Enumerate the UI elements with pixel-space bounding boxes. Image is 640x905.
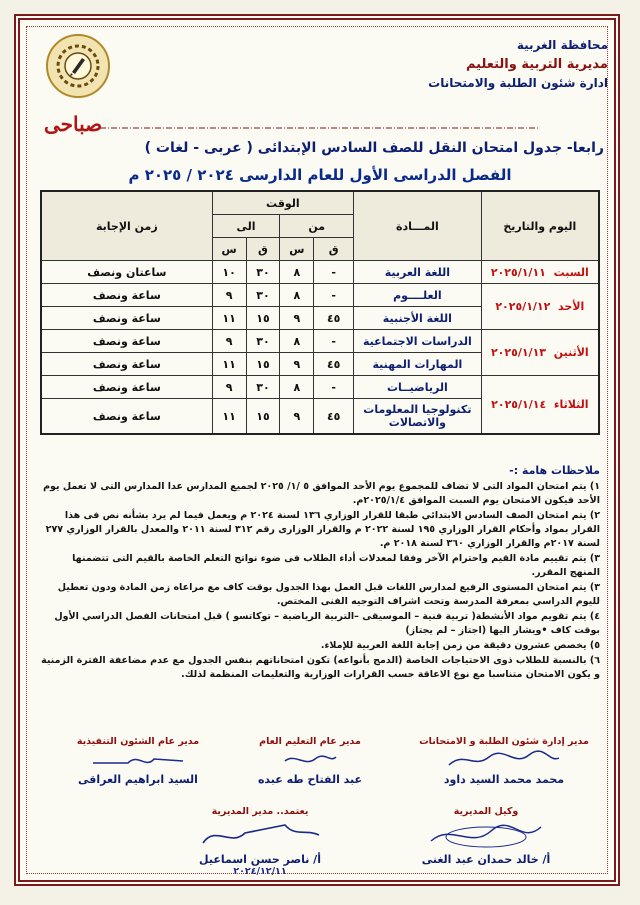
note-item: ٥) يخصص عشرون دقيقة من زمن إجابة اللغة العربية للإملاء. (320, 640, 600, 651)
to-minute-cell: ٣٠ (246, 284, 280, 307)
to-minute-cell: ٣٠ (246, 330, 280, 353)
subject-cell: الدراسات الاجتماعية (354, 330, 482, 353)
handwritten-signature (280, 749, 340, 771)
subject-cell: تكنولوجيا المعلومات والاتصالات (354, 399, 482, 435)
signature-title: وكيل المديرية (453, 806, 519, 817)
to-hour-cell: ٩ (212, 330, 246, 353)
header-day-date: اليوم والتاريخ (481, 191, 599, 261)
from-hour-cell: ٨ (280, 376, 314, 399)
to-minute-cell: ١٥ (246, 399, 280, 435)
note-item: ٢) يتم امتحان الصف السادس الابتدائي طبقا للقرار الوزاري ١٣٦ لسنة ٢٠٢٤ م ويعمل فيما لم يرد بشأنه نص فى هذا القرار بمواد وأحكام القرار الوزاري ١٩٥ لسنة ٢٠٢٢ م والقرار الوزارى رقم ٣١٢ لسنة ٢٠١١ والمعدل بالقرار الوزاري ٢٧٧ لسنة ٢٠١٧م والقرار الوزاري ٣٦٠ لسنة ٢٠١٨ م. (45, 510, 600, 549)
signature-title: مدير إدارة شئون الطلبة و الامتحانات (419, 736, 589, 747)
exam-schedule-table (40, 190, 600, 435)
signature-name: أ/ خالد حمدان عبد الغنى (421, 853, 551, 866)
to-hour-cell: ٩ (212, 284, 246, 307)
from-hour-cell: ٩ (280, 353, 314, 376)
header-to-hour: س (212, 238, 246, 261)
note-item: ١) يتم امتحان المواد التى لا تضاف للمجموع يوم الأحد الموافق ٥ /١/ ٢٠٢٥ لجميع المدارس عدا المدارس التى لا تعمل يوم الأحد فيكون الامتحان يوم السبت الموافق ٢٠٢٥/١/٤م. (43, 481, 600, 506)
to-hour-cell: ١١ (212, 353, 246, 376)
day-cell: الأحد ٢٠٢٥/١/١٢ (481, 284, 599, 330)
term-title: الفصل الدراسى الأول للعام الدارسى ٢٠٢٤ / ٢٠٢٥ م (128, 166, 512, 184)
table-row (41, 284, 599, 307)
header-to-minute: ق (246, 238, 280, 261)
duration-cell: ساعة ونصف (41, 307, 212, 330)
notes-section (40, 464, 600, 683)
from-hour-cell: ٨ (280, 330, 314, 353)
subject-cell: المهارات المهنية (354, 353, 482, 376)
from-hour-cell: ٨ (280, 284, 314, 307)
day-cell: الثلاثاء ٢٠٢٥/١/١٤ (481, 376, 599, 435)
to-minute-cell: ٣٠ (246, 261, 280, 284)
ornament-divider (100, 125, 540, 131)
signature-name: أ/ ناصر حسن اسماعيل (199, 853, 321, 866)
note-item: ٣) يتم تقييم مادة القيم واحترام الآخر وفقا لمعدلات أداء الطلاب فى ضوء نواتج التعلم الخاصة بالقيم التى تتضمنها المنهج المقرر. (72, 553, 600, 578)
handwritten-signature (88, 749, 188, 771)
subject-cell: العلــــوم (354, 284, 482, 307)
signature-name: السيد ابراهيم العراقى (78, 773, 198, 786)
from-minute-cell: - (314, 261, 354, 284)
handwritten-signature (421, 819, 551, 851)
department-text: ادارة شئون الطلبة والامتحانات (428, 76, 608, 90)
subject-cell: اللغة العربية (354, 261, 482, 284)
signature-block (48, 736, 228, 786)
header-from-hour: س (280, 238, 314, 261)
to-minute-cell: ١٥ (246, 307, 280, 330)
day-cell: السبت ٢٠٢٥/١/١١ (481, 261, 599, 284)
signature-block (220, 736, 400, 786)
to-hour-cell: ١١ (212, 307, 246, 330)
header-to: الى (212, 215, 280, 238)
signature-date: ٢٠٢٤/١٢/١١ (233, 866, 287, 877)
from-hour-cell: ٩ (280, 399, 314, 435)
from-minute-cell: - (314, 284, 354, 307)
header (428, 36, 608, 93)
table-row (41, 376, 599, 399)
from-minute-cell: - (314, 376, 354, 399)
duration-cell: ساعة ونصف (41, 330, 212, 353)
from-minute-cell: - (314, 330, 354, 353)
duration-cell: ساعة ونصف (41, 399, 212, 435)
from-hour-cell: ٩ (280, 307, 314, 330)
signature-title: مدير عام الشئون التنفيذية (76, 736, 200, 747)
duration-cell: ساعة ونصف (41, 284, 212, 307)
signature-block (150, 806, 370, 877)
header-time: الوقت (212, 191, 353, 215)
note-item: ٣) يتم امتحان المستوى الرفيع لمدارس اللغات قبل العمل بهذا الجدول بوقت كاف مع مراعاه زمن المادة ودون تعطيل لليوم الدراسي بمعرفة المدرسة وتحت اشراف التوجيه الفنى المختص. (57, 582, 600, 607)
signature-title: مدير عام التعليم العام (259, 736, 361, 747)
day-cell: الأثنين ٢٠٢٥/١/١٣ (481, 330, 599, 376)
subject-cell: اللغة الأجنبية (354, 307, 482, 330)
to-hour-cell: ٩ (212, 376, 246, 399)
header-from: من (280, 215, 354, 238)
signature-name: محمد محمد السيد داود (443, 773, 565, 786)
subject-cell: الرياضيــات (354, 376, 482, 399)
handwritten-signature (195, 819, 325, 851)
from-minute-cell: ٤٥ (314, 307, 354, 330)
from-minute-cell: ٤٥ (314, 353, 354, 376)
header-from-minute: ق (314, 238, 354, 261)
to-hour-cell: ١١ (212, 399, 246, 435)
directorate-text: مديرية التربية والتعليم (465, 57, 608, 72)
from-minute-cell: ٤٥ (314, 399, 354, 435)
schedule-title: رابعا- جدول امتحان النقل للصف السادس الإبتدائى ( عربى - لغات ) (144, 140, 604, 156)
notes-heading: ملاحظات هامة :- (509, 464, 600, 477)
to-minute-cell: ١٥ (246, 353, 280, 376)
shift-label: صباحى (44, 112, 103, 136)
to-minute-cell: ٣٠ (246, 376, 280, 399)
table-row (41, 330, 599, 353)
from-hour-cell: ٨ (280, 261, 314, 284)
table-row (41, 261, 599, 284)
ministry-logo (46, 34, 110, 98)
signature-title: يعتمد.. مدير المديرية (211, 806, 309, 817)
signature-block (404, 736, 604, 786)
duration-cell: ساعة ونصف (41, 353, 212, 376)
gear-icon (54, 42, 102, 90)
handwritten-signature (444, 749, 564, 771)
header-subject: المـــادة (354, 191, 482, 261)
signature-block (376, 806, 596, 866)
to-hour-cell: ١٠ (212, 261, 246, 284)
signature-name: عبد الفتاح طه عبده (257, 773, 363, 786)
duration-cell: ساعة ونصف (41, 376, 212, 399)
duration-cell: ساعتان ونصف (41, 261, 212, 284)
header-duration: زمن الإجابة (41, 191, 212, 261)
note-item: ٦) بالنسبة للطلاب ذوى الاحتياجات الخاصة (الدمج بأنواعه) تكون امتحاناتهم بنفس الجدول مع عدم مضاعفة الفترة الزمنية و يكون الامتحان متناسبا مع نوع الاعاقة حسب القرارات الوزارية والتعليمات المنظمة لذلك. (41, 655, 600, 680)
governorate-text: محافظة الغربية (516, 38, 608, 52)
note-item: ٤) يتم تقويم مواد الأنشطة( تربية فنية – الموسيقى –التربية الرياضية – توكاتسو ) قبل امتحانات الفصل الدراسي الأول بوقت كاف •ويشار اليها (اجتاز – لم يجتاز) (54, 611, 600, 636)
